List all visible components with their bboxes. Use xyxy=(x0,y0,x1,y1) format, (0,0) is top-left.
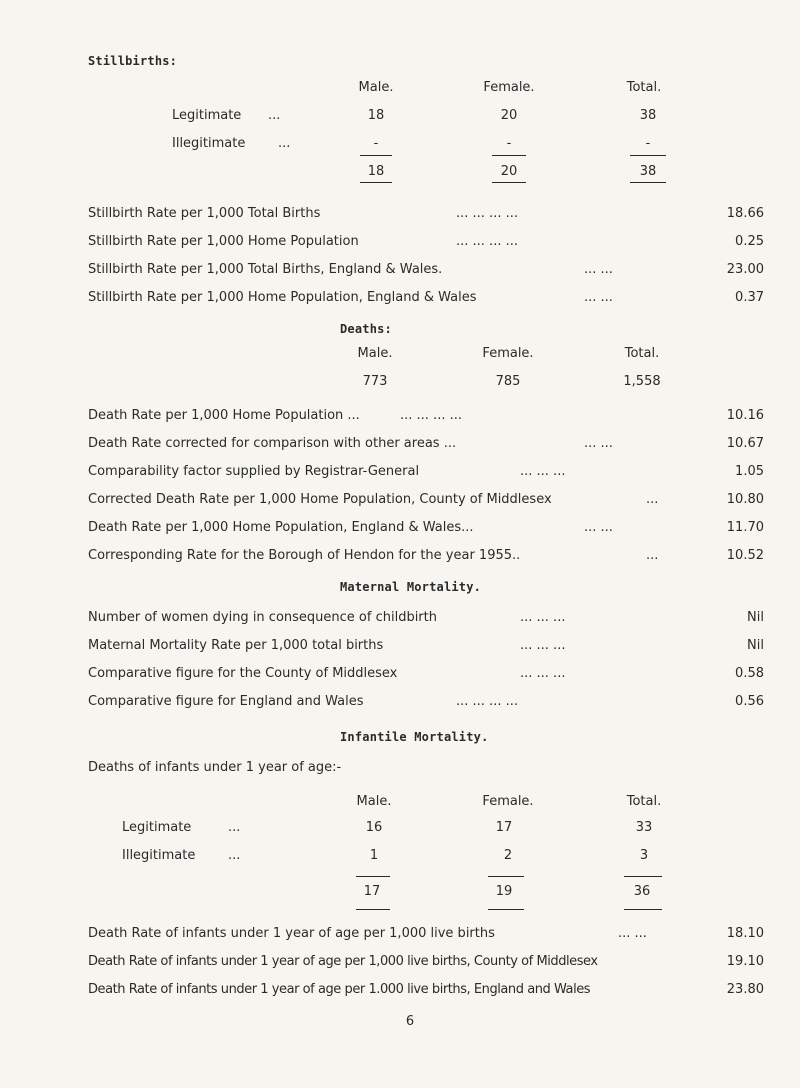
rate-value: 23.00 xyxy=(726,262,764,277)
infantile-col-total: Total. xyxy=(626,794,662,809)
stillbirths-value: - xyxy=(506,136,512,151)
rule xyxy=(488,909,524,910)
rule xyxy=(488,876,524,877)
leader-dots: ... ... xyxy=(618,926,647,941)
rule xyxy=(630,182,666,183)
rate-value: 1.05 xyxy=(735,464,764,479)
stillbirths-value: 20 xyxy=(500,108,518,123)
stillbirths-total: 18 xyxy=(367,164,385,179)
rate-value: 0.37 xyxy=(735,290,764,305)
infantile-col-male: Male. xyxy=(356,794,392,809)
leader-dots: ... xyxy=(228,820,241,835)
rule xyxy=(624,909,662,910)
rate-label: Corresponding Rate for the Borough of Hendon for the year 1955.. xyxy=(88,548,521,563)
rule xyxy=(360,182,392,183)
leader-dots: ... ... xyxy=(584,436,613,451)
rule xyxy=(630,155,666,156)
deaths-col-female: Female. xyxy=(482,346,534,361)
page-number: 6 xyxy=(405,1014,415,1029)
infantile-rate-label: Death Rate of infants under 1 year of age per 1,000 live births, County of Middlesex xyxy=(88,954,598,969)
rate-label: Comparability factor supplied by Registrar-General xyxy=(88,464,420,479)
leader-dots: ... ... ... xyxy=(520,638,566,653)
infantile-value: 3 xyxy=(639,848,649,863)
rate-label: Stillbirth Rate per 1,000 Total Births xyxy=(88,206,321,221)
leader-dots: ... ... xyxy=(584,290,613,305)
rate-label: Death Rate per 1,000 Home Population ... xyxy=(88,408,360,423)
infantile-total: 19 xyxy=(495,884,513,899)
stillbirths-col-total: Total. xyxy=(626,80,662,95)
maternal-label: Maternal Mortality Rate per 1,000 total births xyxy=(88,638,384,653)
stillbirths-value: 38 xyxy=(639,108,657,123)
leader-dots: ... ... ... xyxy=(520,666,566,681)
stillbirths-row-label: Illegitimate xyxy=(172,136,246,151)
infantile-row-label: Legitimate xyxy=(122,820,192,835)
infantile-value: 17 xyxy=(495,820,513,835)
infantile-total: 17 xyxy=(363,884,381,899)
leader-dots: ... xyxy=(268,108,281,123)
maternal-value: 0.56 xyxy=(735,694,764,709)
stillbirths-col-female: Female. xyxy=(483,80,535,95)
infantile-heading: Infantile Mortality. xyxy=(340,730,489,744)
infantile-col-female: Female. xyxy=(482,794,534,809)
infantile-value: 2 xyxy=(503,848,513,863)
leader-dots: ... ... ... xyxy=(520,464,566,479)
deaths-value: 1,558 xyxy=(623,374,661,389)
rate-value: 10.52 xyxy=(726,548,764,563)
leader-dots: ... xyxy=(278,136,291,151)
infantile-value: 1 xyxy=(369,848,379,863)
infantile-rate-value: 23.80 xyxy=(726,982,764,997)
maternal-label: Comparative figure for the County of Middlesex xyxy=(88,666,398,681)
rule xyxy=(492,182,526,183)
deaths-value: 773 xyxy=(362,374,388,389)
rule xyxy=(356,909,390,910)
rate-value: 18.66 xyxy=(726,206,764,221)
maternal-label: Comparative figure for England and Wales xyxy=(88,694,364,709)
maternal-value: Nil xyxy=(747,638,764,653)
leader-dots: ... ... xyxy=(584,520,613,535)
infantile-rate-label: Death Rate of infants under 1 year of age per 1.000 live births, England and Wales xyxy=(88,982,591,997)
rate-label: Stillbirth Rate per 1,000 Home Population, England & Wales xyxy=(88,290,477,305)
infantile-rate-value: 19.10 xyxy=(726,954,764,969)
leader-dots: ... ... ... ... xyxy=(456,234,518,249)
leader-dots: ... xyxy=(228,848,241,863)
leader-dots: ... ... xyxy=(584,262,613,277)
maternal-heading: Maternal Mortality. xyxy=(340,580,482,594)
rate-label: Corrected Death Rate per 1,000 Home Population, County of Middlesex xyxy=(88,492,552,507)
maternal-value: Nil xyxy=(747,610,764,625)
infantile-rate-label: Death Rate of infants under 1 year of age per 1,000 live births xyxy=(88,926,495,941)
leader-dots: ... ... ... ... xyxy=(456,694,518,709)
leader-dots: ... ... ... ... xyxy=(400,408,462,423)
rate-label: Stillbirth Rate per 1,000 Home Population xyxy=(88,234,359,249)
rate-label: Death Rate corrected for comparison with other areas ... xyxy=(88,436,457,451)
leader-dots: ... ... ... xyxy=(520,610,566,625)
rate-value: 0.25 xyxy=(735,234,764,249)
deaths-col-total: Total. xyxy=(624,346,660,361)
deaths-col-male: Male. xyxy=(357,346,393,361)
stillbirths-value: - xyxy=(645,136,651,151)
maternal-label: Number of women dying in consequence of childbirth xyxy=(88,610,437,625)
rule xyxy=(492,155,526,156)
rate-label: Stillbirth Rate per 1,000 Total Births, England & Wales. xyxy=(88,262,443,277)
infantile-row-label: Illegitimate xyxy=(122,848,196,863)
stillbirths-row-label: Legitimate xyxy=(172,108,242,123)
rate-value: 11.70 xyxy=(726,520,764,535)
stillbirths-value: 18 xyxy=(367,108,385,123)
leader-dots: ... xyxy=(646,492,659,507)
rule xyxy=(360,155,392,156)
deaths-heading: Deaths: xyxy=(340,322,392,336)
stillbirths-col-male: Male. xyxy=(358,80,394,95)
rate-label: Death Rate per 1,000 Home Population, England & Wales... xyxy=(88,520,474,535)
infantile-value: 33 xyxy=(635,820,653,835)
stillbirths-total: 38 xyxy=(639,164,657,179)
deaths-value: 785 xyxy=(495,374,521,389)
rate-value: 10.80 xyxy=(726,492,764,507)
stillbirths-value: - xyxy=(373,136,379,151)
maternal-value: 0.58 xyxy=(735,666,764,681)
infantile-rate-value: 18.10 xyxy=(726,926,764,941)
rate-value: 10.16 xyxy=(726,408,764,423)
rate-value: 10.67 xyxy=(726,436,764,451)
leader-dots: ... xyxy=(646,548,659,563)
leader-dots: ... ... ... ... xyxy=(456,206,518,221)
infantile-value: 16 xyxy=(365,820,383,835)
rule xyxy=(356,876,390,877)
infantile-total: 36 xyxy=(633,884,651,899)
stillbirths-total: 20 xyxy=(500,164,518,179)
infantile-intro: Deaths of infants under 1 year of age:- xyxy=(88,760,342,775)
stillbirths-heading: Stillbirths: xyxy=(88,54,178,68)
rule xyxy=(624,876,662,877)
